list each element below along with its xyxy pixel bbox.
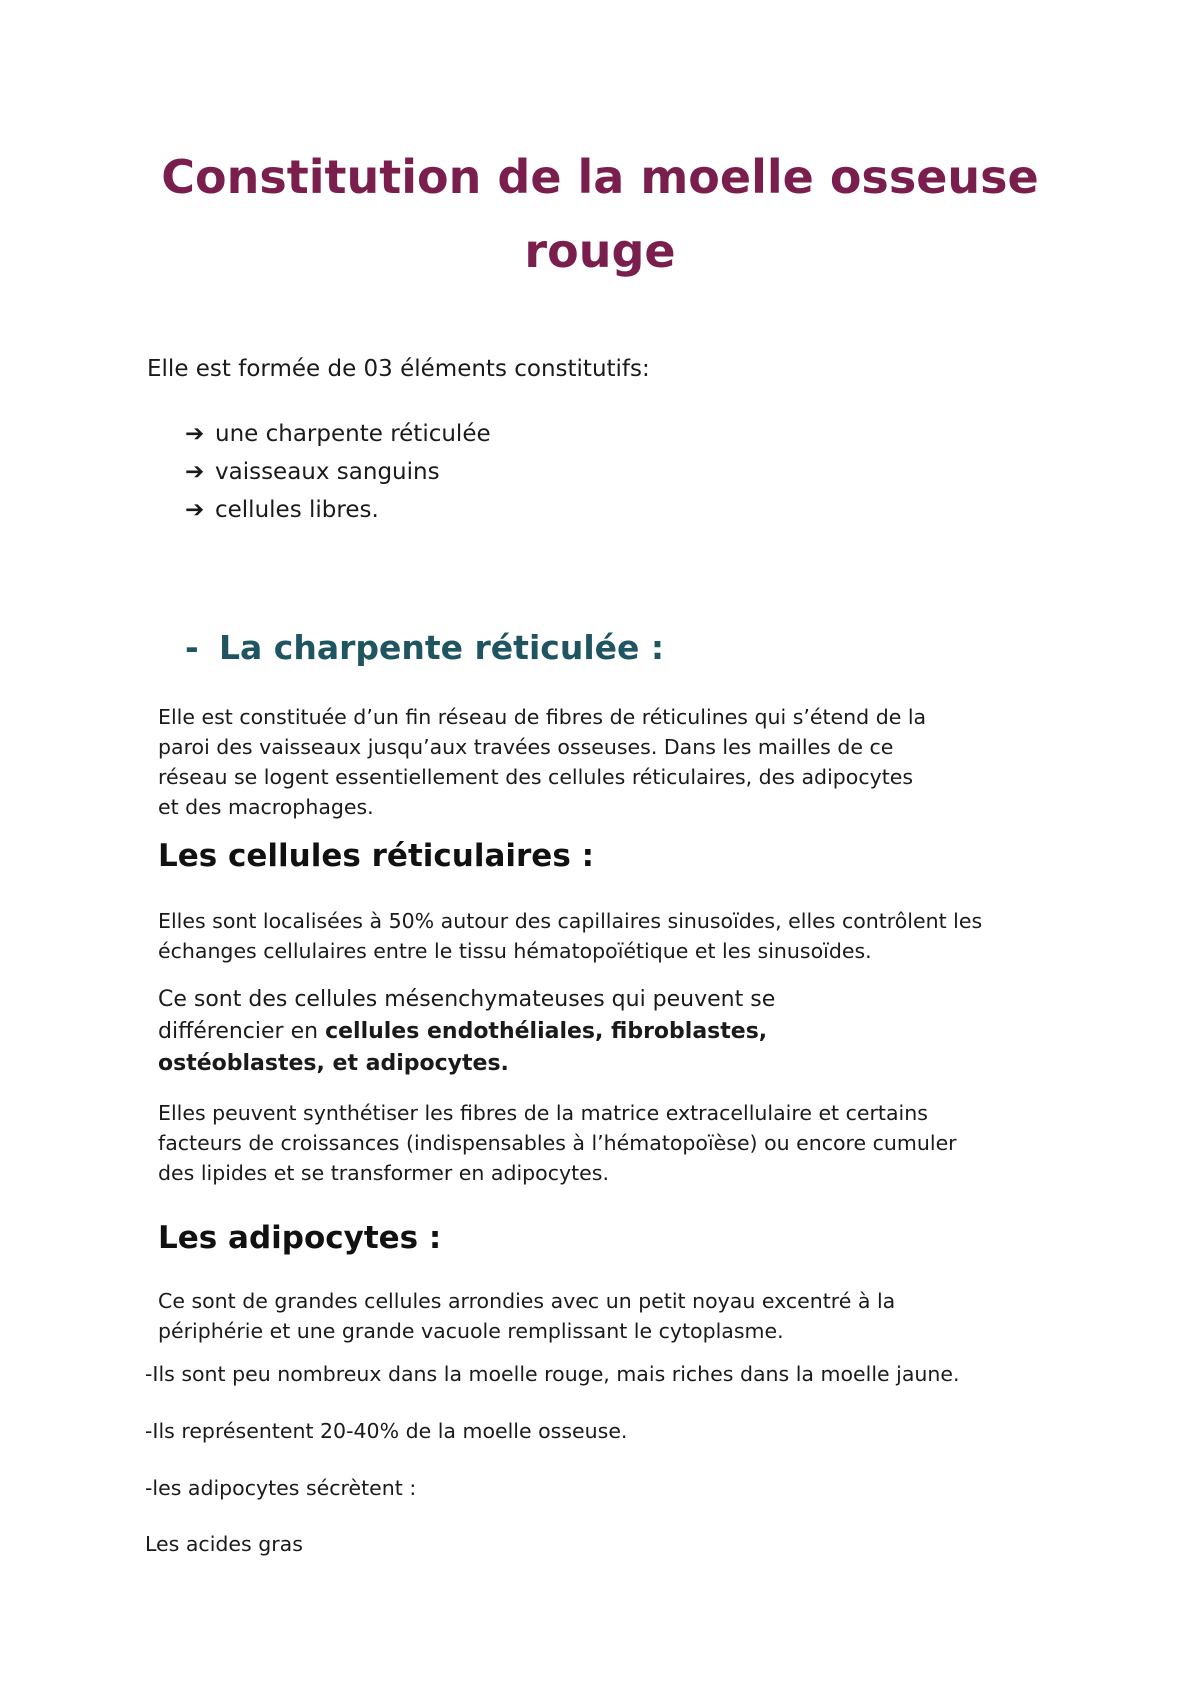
list-item [185, 491, 491, 529]
section-heading-cellules-reticulaires: Les cellules réticulaires : [158, 838, 594, 874]
title-line-2: rouge [524, 224, 676, 278]
heading-text: La charpente réticulée : [219, 628, 665, 667]
reticulaires-paragraph-3 [158, 1098, 957, 1188]
adipocytes-paragraph [158, 1286, 895, 1346]
heading-dash: - [185, 628, 199, 667]
paragraph-line: échanges cellulaires entre le tissu hématopoïétique et les sinusoïdes. [158, 939, 872, 963]
right-arrow-icon: ➔ [185, 459, 205, 485]
right-arrow-icon: ➔ [185, 497, 205, 523]
adipocytes-line-2: -Ils représentent 20-40% de la moelle osseuse. [145, 1419, 628, 1443]
paragraph-line: périphérie et une grande vacuole remplissant le cytoplasme. [158, 1319, 784, 1343]
list-item [185, 415, 491, 453]
paragraph-line: Ce sont de grandes cellules arrondies avec un petit noyau excentré à la [158, 1289, 896, 1313]
charpente-paragraph [158, 702, 926, 822]
list-item [185, 453, 491, 491]
plain-text: différencier en [158, 1019, 326, 1044]
reticulaires-paragraph-1 [158, 906, 982, 966]
reticulaires-paragraph-2 [158, 984, 775, 1080]
bold-text: cellules endothéliales, fibroblastes, [325, 1019, 768, 1044]
right-arrow-icon: ➔ [185, 421, 205, 447]
section-heading-charpente [185, 628, 664, 667]
bold-text: ostéoblastes, et adipocytes. [158, 1051, 509, 1076]
section-heading-adipocytes: Les adipocytes : [158, 1220, 442, 1256]
adipocytes-line-3: -les adipocytes sécrètent : [145, 1476, 417, 1500]
paragraph-line [158, 1048, 775, 1080]
list-item-label: cellules libres. [215, 497, 379, 523]
constituents-list [185, 415, 491, 529]
list-item-label: vaisseaux sanguins [215, 459, 440, 485]
title-line-1: Constitution de la moelle osseuse [161, 150, 1039, 204]
paragraph-line: et des macrophages. [158, 795, 374, 819]
intro-text: Elle est formée de 03 éléments constitutifs: [147, 356, 650, 382]
paragraph-line: réseau se logent essentiellement des cellules réticulaires, des adipocytes [158, 765, 914, 789]
adipocytes-line-4: Les acides gras [145, 1532, 303, 1556]
paragraph-line: Elles peuvent synthétiser les fibres de la matrice extracellulaire et certains [158, 1101, 928, 1125]
list-item-label: une charpente réticulée [215, 421, 491, 447]
adipocytes-line-1: -Ils sont peu nombreux dans la moelle rouge, mais riches dans la moelle jaune. [145, 1362, 960, 1386]
paragraph-line [158, 1016, 775, 1048]
paragraph-line: facteurs de croissances (indispensables à l’hématopoïèse) ou encore cumuler [158, 1131, 957, 1155]
paragraph-line: Elle est constituée d’un fin réseau de fibres de réticulines qui s’étend de la [158, 705, 927, 729]
page-title [150, 140, 1050, 288]
paragraph-line: paroi des vaisseaux jusqu’aux travées osseuses. Dans les mailles de ce [158, 735, 894, 759]
paragraph-line: Ce sont des cellules mésenchymateuses qui peuvent se [158, 987, 776, 1012]
paragraph-line: Elles sont localisées à 50% autour des capillaires sinusoïdes, elles contrôlent les [158, 909, 983, 933]
paragraph-line: des lipides et se transformer en adipocytes. [158, 1161, 609, 1185]
